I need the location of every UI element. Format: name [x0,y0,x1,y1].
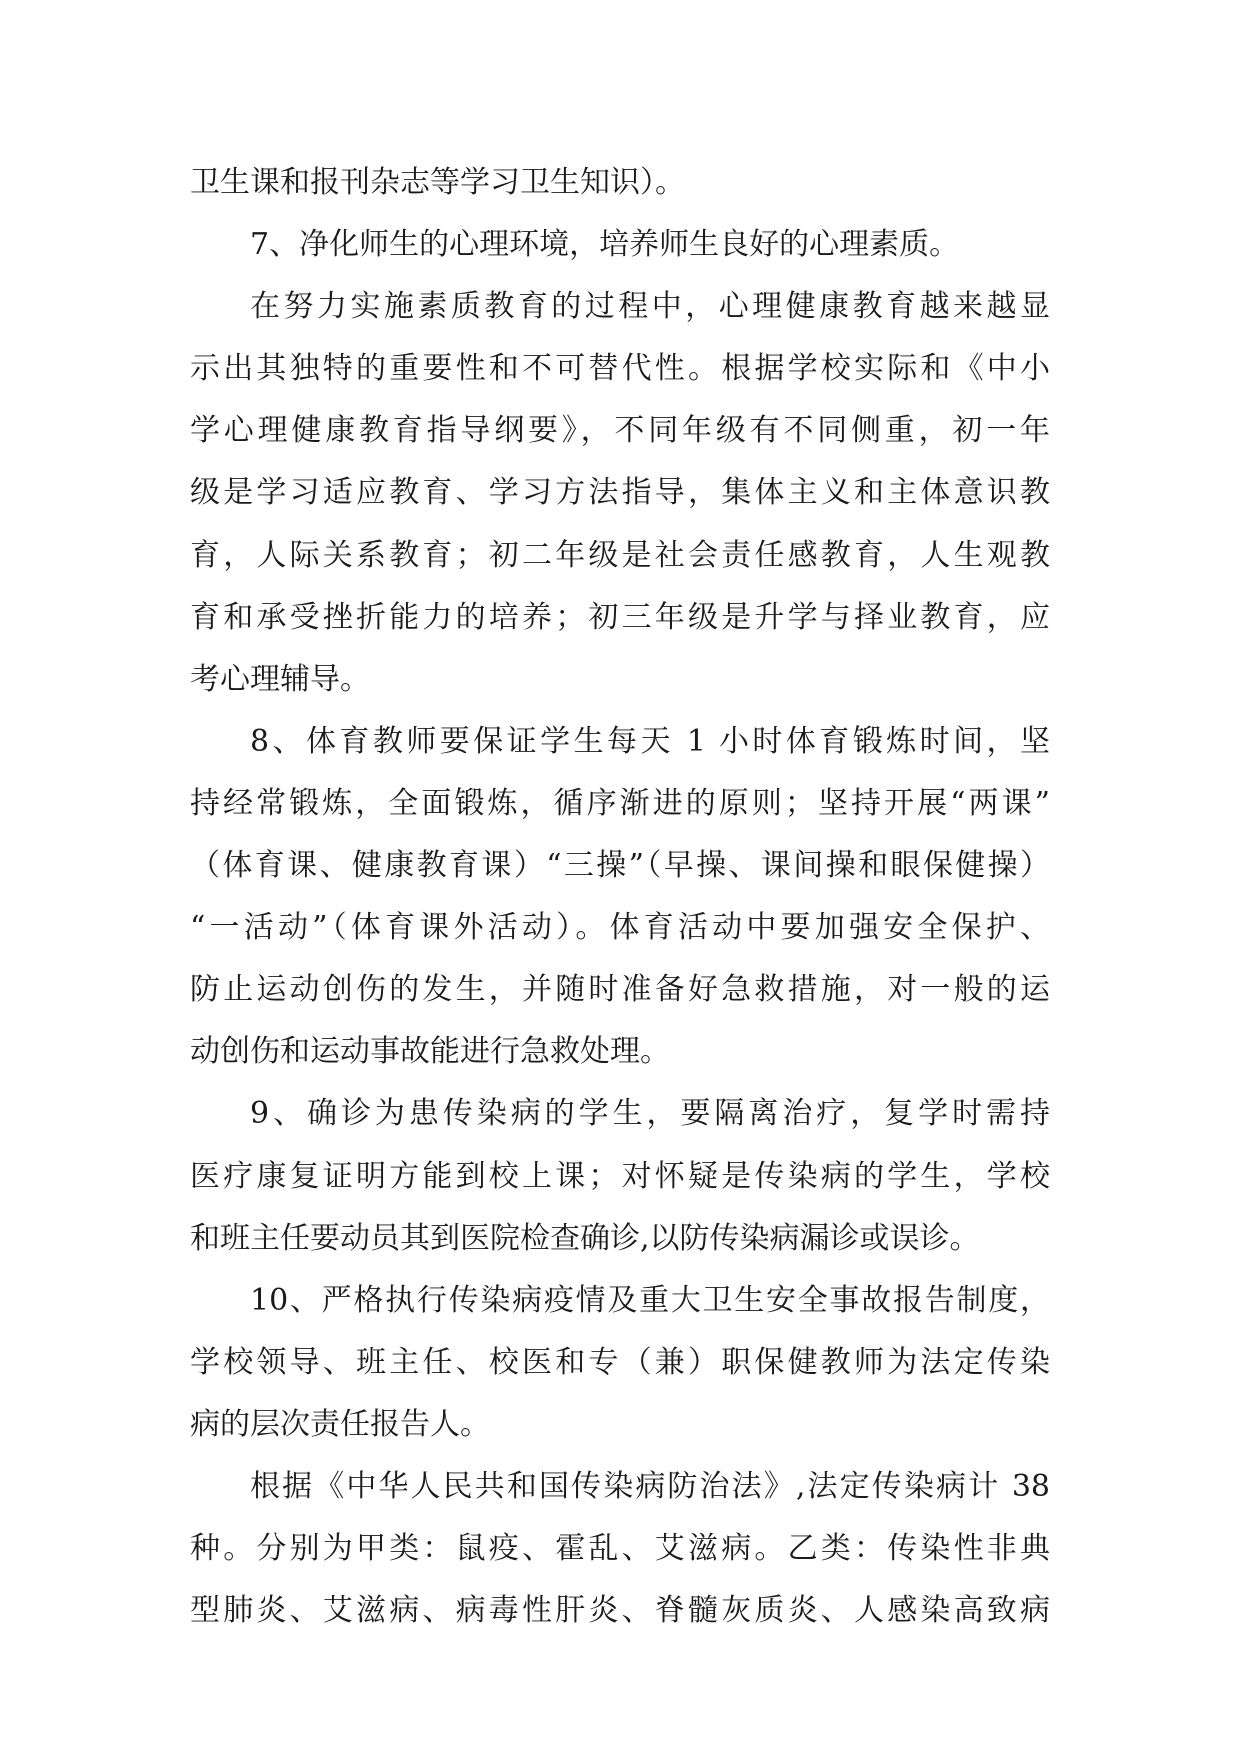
text-line: 根据《中华人民共和国传染病防治法》,法定传染病计 38 [250,1468,1050,1504]
text-line: 医疗康复证明方能到校上课；对怀疑是传染病的学生，学校 [190,1158,1050,1194]
text-line: 育，人际关系教育；初二年级是社会责任感教育，人生观教 [190,537,1050,573]
text-line: 示出其独特的重要性和不可替代性。根据学校实际和《中小 [190,351,1050,387]
text-line: 型肺炎、艾滋病、病毒性肝炎、脊髓灰质炎、人感染高致病 [190,1593,1050,1629]
text-line: “一活动”（体育课外活动）。体育活动中要加强安全保护、 [190,910,1050,946]
text-line: 卫生课和报刊杂志等学习卫生知识）。 [190,165,685,200]
text-line: 10、严格执行传染病疫情及重大卫生安全事故报告制度， [250,1282,1050,1318]
text-line: 学校领导、班主任、校医和专（兼）职保健教师为法定传染 [190,1344,1050,1380]
text-line: 防止运动创伤的发生，并随时准备好急救措施，对一般的运 [190,972,1050,1008]
text-line: 动创伤和运动事故能进行急救处理。 [190,1034,670,1070]
text-line: 育和承受挫折能力的培养；初三年级是升学与择业教育，应 [190,599,1050,635]
text-line: 7、净化师生的心理环境，培养师生良好的心理素质。 [250,227,960,263]
text-line: 考心理辅导。 [190,661,370,697]
text-line: 9、确诊为患传染病的学生，要隔离治疗，复学时需持 [250,1096,1050,1132]
body-text [190,152,1050,1642]
text-line: 在努力实施素质教育的过程中，心理健康教育越来越显 [250,289,1050,325]
text-line: 和班主任要动员其到医院检查确诊,以防传染病漏诊或误诊。 [190,1220,980,1256]
text-line: 病的层次责任报告人。 [190,1406,490,1442]
text-line: 级是学习适应教育、学习方法指导，集体主义和主体意识教 [190,475,1050,511]
text-line: 持经常锻炼，全面锻炼，循序渐进的原则；坚持开展“两课” [190,785,1050,821]
text-line: （体育课、健康教育课）“三操”（早操、课间操和眼保健操） [190,848,1050,884]
text-line: 种。分别为甲类：鼠疫、霍乱、艾滋病。乙类：传染性非典 [190,1531,1050,1567]
text-line: 8、体育教师要保证学生每天 1 小时体育锻炼时间，坚 [250,723,1050,759]
text-line: 学心理健康教育指导纲要》，不同年级有不同侧重，初一年 [190,413,1050,449]
